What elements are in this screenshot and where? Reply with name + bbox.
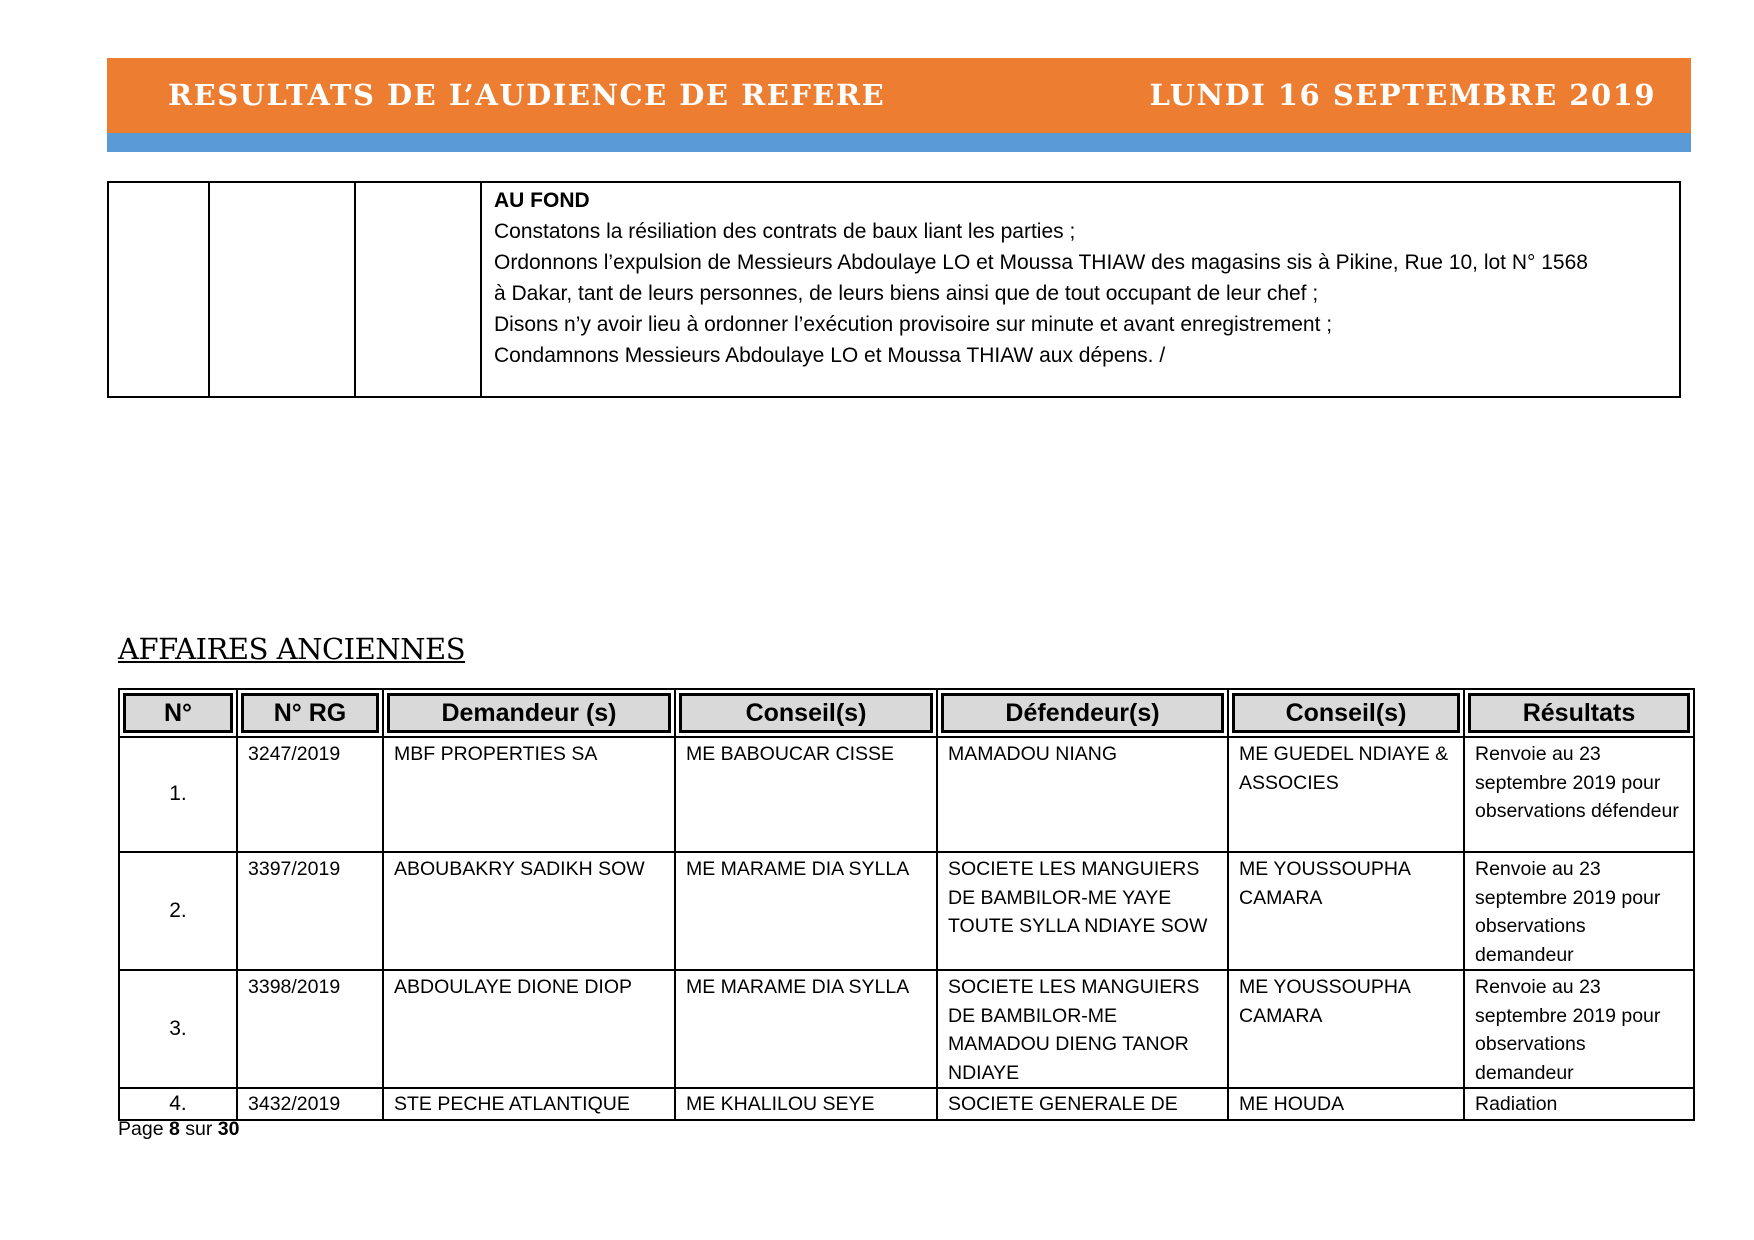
case-conseil-defendeur: ME YOUSSOUPHA CAMARA <box>1228 852 1464 970</box>
case-number: 2. <box>119 852 237 970</box>
case-rg: 3247/2019 <box>237 737 383 852</box>
empty-cell-rg <box>209 182 355 397</box>
case-resultat: Renvoie au 23 septembre 2019 pour observations défendeur <box>1464 737 1694 852</box>
column-header-rg: N° RG <box>237 689 383 737</box>
case-rg: 3397/2019 <box>237 852 383 970</box>
case-conseil-demandeur: ME MARAME DIA SYLLA <box>675 970 937 1088</box>
case-defendeur: SOCIETE LES MANGUIERS DE BAMBILOR-ME YAYE TOUTE SYLLA NDIAYE SOW <box>937 852 1228 970</box>
footer-of-word: sur <box>185 1118 213 1140</box>
case-number: 4. <box>119 1088 237 1120</box>
case-conseil-demandeur: ME KHALILOU SEYE <box>675 1088 937 1120</box>
footer-current-page: 8 <box>168 1118 180 1140</box>
column-header-demandeur: Demandeur (s) <box>383 689 675 737</box>
case-resultat: Renvoie au 23 septembre 2019 pour observations demandeur <box>1464 970 1694 1088</box>
case-conseil-demandeur: ME MARAME DIA SYLLA <box>675 852 937 970</box>
case-defendeur: SOCIETE GENERALE DE <box>937 1088 1228 1120</box>
case-rg: 3398/2019 <box>237 970 383 1088</box>
footer-total-pages: 30 <box>217 1118 240 1140</box>
case-demandeur: MBF PROPERTIES SA <box>383 737 675 852</box>
table-header-row <box>119 689 1694 737</box>
table-row <box>119 1088 1694 1120</box>
ruling-heading: AU FOND <box>494 189 590 212</box>
case-number: 1. <box>119 737 237 852</box>
column-header-num: N° <box>119 689 237 737</box>
ruling-line: à Dakar, tant de leurs personnes, de leurs biens ainsi que de tout occupant de leur chef ; <box>494 282 1319 305</box>
case-demandeur: ABOUBAKRY SADIKH SOW <box>383 852 675 970</box>
ruling-line: Ordonnons l’expulsion de Messieurs Abdoulaye LO et Moussa THIAW des magasins sis à Pikine, Rue 10, lot N° 1568 <box>494 251 1588 274</box>
header-stripe <box>107 133 1691 152</box>
case-defendeur: MAMADOU NIANG <box>937 737 1228 852</box>
empty-cell-party <box>355 182 481 397</box>
case-defendeur: SOCIETE LES MANGUIERS DE BAMBILOR-ME MAMADOU DIENG TANOR NDIAYE <box>937 970 1228 1088</box>
case-rg: 3432/2019 <box>237 1088 383 1120</box>
page-footer <box>118 1118 239 1141</box>
table-row <box>119 852 1694 970</box>
ruling-line: Constatons la résiliation des contrats de baux liant les parties ; <box>494 220 1076 243</box>
case-number: 3. <box>119 970 237 1088</box>
column-header-resultats: Résultats <box>1464 689 1694 737</box>
ruling-continuation-table <box>107 181 1681 398</box>
ruling-line: Condamnons Messieurs Abdoulaye LO et Moussa THIAW aux dépens. / <box>494 344 1166 367</box>
case-resultat: Renvoie au 23 septembre 2019 pour observations demandeur <box>1464 852 1694 970</box>
table-row <box>119 970 1694 1088</box>
footer-page-word: Page <box>118 1118 164 1140</box>
section-title: AFFAIRES ANCIENNES <box>118 632 466 666</box>
case-demandeur: ABDOULAYE DIONE DIOP <box>383 970 675 1088</box>
cases-table <box>118 688 1695 1121</box>
case-conseil-defendeur: ME GUEDEL NDIAYE & ASSOCIES <box>1228 737 1464 852</box>
case-conseil-demandeur: ME BABOUCAR CISSE <box>675 737 937 852</box>
case-conseil-defendeur: ME HOUDA <box>1228 1088 1464 1120</box>
column-header-conseil-defendeur: Conseil(s) <box>1228 689 1464 737</box>
table-row <box>119 737 1694 852</box>
ruling-text <box>481 182 1680 397</box>
column-header-conseil-demandeur: Conseil(s) <box>675 689 937 737</box>
case-resultat: Radiation <box>1464 1088 1694 1120</box>
hearing-date: LUNDI 16 SEPTEMBRE 2019 <box>1149 78 1656 112</box>
empty-cell-num <box>108 182 209 397</box>
document-title: RESULTATS DE L’AUDIENCE DE REFERE <box>168 78 886 112</box>
case-demandeur: STE PECHE ATLANTIQUE <box>383 1088 675 1120</box>
case-conseil-defendeur: ME YOUSSOUPHA CAMARA <box>1228 970 1464 1088</box>
column-header-defendeur: Défendeur(s) <box>937 689 1228 737</box>
ruling-line: Disons n’y avoir lieu à ordonner l’exécution provisoire sur minute et avant enregistrement ; <box>494 313 1333 336</box>
